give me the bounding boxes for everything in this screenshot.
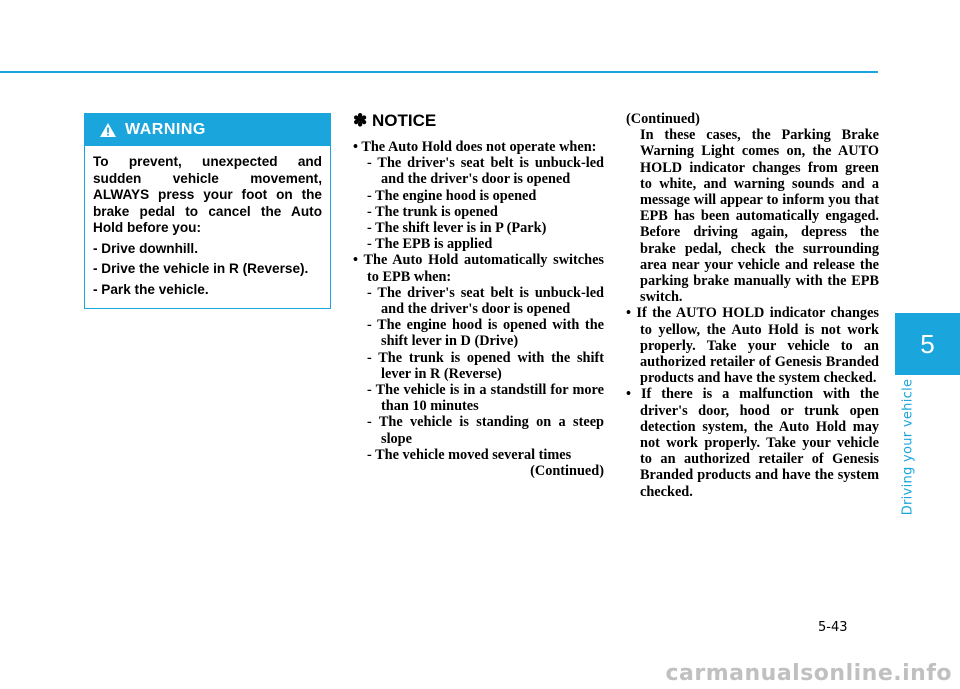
continued-head: (Continued) <box>626 111 700 127</box>
notice-bullet: • The Auto Hold automatically switches to EPB when: <box>353 252 604 285</box>
notice-bullet: • If there is a malfunction with the driver's door, hood or trunk open detection system, the Auto Hold may not work properly. Take your vehicle to an authorized retailer of Genesis Branded products and have the system checked. <box>626 386 879 500</box>
chapter-tab: 5 <box>895 313 960 375</box>
notice-sub-item: - The vehicle moved several times <box>367 446 572 463</box>
notice-sub-item: - The engine hood is opened <box>367 187 537 204</box>
warning-item: - Drive downhill. <box>93 240 198 256</box>
warning-item: - Drive the vehicle in R (Reverse). <box>93 261 309 276</box>
notice-title: ✽ NOTICE <box>353 111 437 130</box>
notice-column <box>353 111 604 479</box>
warning-box <box>84 113 331 309</box>
notice-bullet: • The Auto Hold does not operate when: <box>353 139 597 155</box>
chapter-title-text: Driving your vehicle <box>900 378 916 516</box>
watermark: carmanualsonline.info <box>665 661 952 686</box>
page-number: 5-43 <box>818 620 848 635</box>
warning-body <box>85 146 330 298</box>
notice-sub-item: - The driver's seat belt is unbuck-led and the driver's door is opened <box>367 155 604 188</box>
notice-sub-item: - The vehicle is standing on a steep slope <box>367 414 604 447</box>
warning-title: WARNING <box>125 121 206 138</box>
continued-column <box>626 111 879 500</box>
notice-sub-item: - The shift lever is in P (Park) <box>367 220 547 237</box>
header-rule <box>0 71 878 73</box>
notice-sub-item: - The trunk is opened <box>367 203 498 220</box>
notice-sub-item: - The trunk is opened with the shift lever in R (Reverse) <box>367 349 604 382</box>
chapter-title <box>896 378 920 516</box>
continued-label: (Continued) <box>530 463 604 480</box>
notice-bullet: • If the AUTO HOLD indicator changes to yellow, the Auto Hold is not work properly. Take your vehicle to an authorized retailer of Genesis Branded products and have the system checked. <box>626 305 879 387</box>
notice-sub-item: - The driver's seat belt is unbuck-led and the driver's door is opened <box>367 284 604 318</box>
notice-sub-item: - The vehicle is in a standstill for more than 10 minutes <box>367 382 604 415</box>
warning-intro: To prevent, unexpected and sudden vehicle movement, ALWAYS press your foot on the brake pedal to cancel the Auto Hold before you: <box>93 154 322 235</box>
continued-paragraph: In these cases, the Parking Brake Warning Light comes on, the AUTO HOLD indicator changes from green to white, and warning sounds and a message will appear to inform you that EPB has been automatically engaged. Before driving again, depress the brake pedal, check the surrounding area near your vehicle and release the parking brake manually with the EPB switch. <box>640 127 879 306</box>
warning-header <box>85 114 330 146</box>
warning-item: - Park the vehicle. <box>93 281 209 297</box>
notice-sub-item: - The engine hood is opened with the shift lever in D (Drive) <box>367 317 604 350</box>
warning-triangle-icon <box>99 122 117 138</box>
notice-sub-item: - The EPB is applied <box>367 236 493 253</box>
